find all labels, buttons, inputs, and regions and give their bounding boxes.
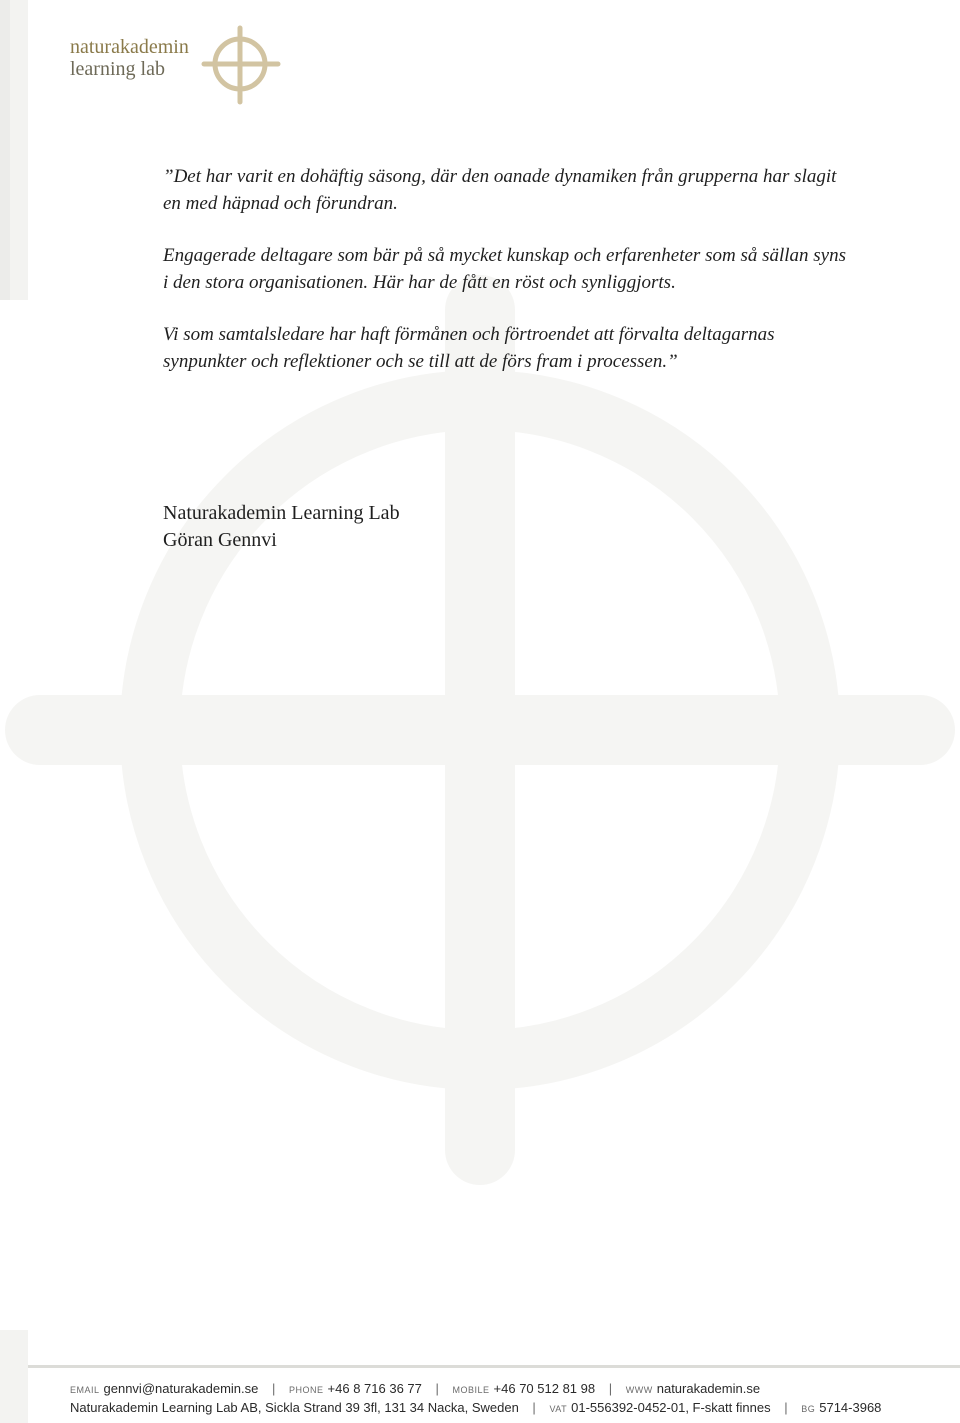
logo-line-1: naturakademin xyxy=(70,36,189,58)
watermark-sun-cross-icon xyxy=(0,270,960,1230)
company-address: Sickla Strand 39 3fl, 131 34 Nacka, Sweden xyxy=(265,1400,519,1415)
email-link[interactable]: gennvi@naturakademin.se xyxy=(103,1381,259,1396)
letter-paragraph-1: ”Det har varit en dohäftig säsong, där den oanade dynamiken från grupperna har slagit en med häpnad och förundran. xyxy=(163,166,837,214)
letter-paragraph-3: Vi som samtalsledare har haft förmånen och förtroendet att förvalta deltagarnas synpunkter och reflektioner och se till att de förs fram i processen.” xyxy=(163,324,775,372)
phone-value: +46 8 716 36 77 xyxy=(327,1381,422,1396)
letter-body xyxy=(163,164,853,401)
bg-value: 5714-3968 xyxy=(819,1400,882,1415)
separator: | xyxy=(272,1381,276,1396)
separator: | xyxy=(435,1381,439,1396)
footer-company-line xyxy=(70,1399,950,1418)
signature-organization: Naturakademin Learning Lab xyxy=(163,502,400,524)
footer-contact-line xyxy=(70,1380,950,1399)
www-label: WWW xyxy=(625,1385,653,1395)
signature-name: Göran Gennvi xyxy=(163,528,277,551)
vat-label: VAT xyxy=(549,1404,568,1414)
mobile-label: MOBILE xyxy=(452,1385,490,1395)
letter-paragraph-2: Engagerade deltagare som bär på så mycket kunskap och erfarenheter som så sällan syns i den stora organisationen. Här har de fått en röst och synliggjorts. xyxy=(163,245,847,293)
logo-line-2: learning lab xyxy=(70,58,165,80)
company-name: Naturakademin Learning Lab AB, xyxy=(70,1400,262,1415)
website-link[interactable]: naturakademin.se xyxy=(656,1381,761,1396)
left-edge-strip-top xyxy=(0,0,28,300)
signature-block xyxy=(163,500,400,553)
separator: | xyxy=(784,1400,788,1415)
separator: | xyxy=(532,1400,536,1415)
bg-label: BG xyxy=(801,1404,816,1414)
footer-divider xyxy=(28,1365,960,1368)
footer xyxy=(70,1380,950,1418)
vat-value: 01-556392-0452-01, F-skatt finnes xyxy=(571,1400,771,1415)
left-edge-strip-bottom xyxy=(0,1330,28,1423)
email-label: EMAIL xyxy=(70,1385,100,1395)
separator: | xyxy=(608,1381,613,1396)
sun-cross-icon xyxy=(198,24,282,108)
mobile-value: +46 70 512 81 98 xyxy=(493,1381,596,1396)
phone-label: PHONE xyxy=(289,1385,324,1395)
